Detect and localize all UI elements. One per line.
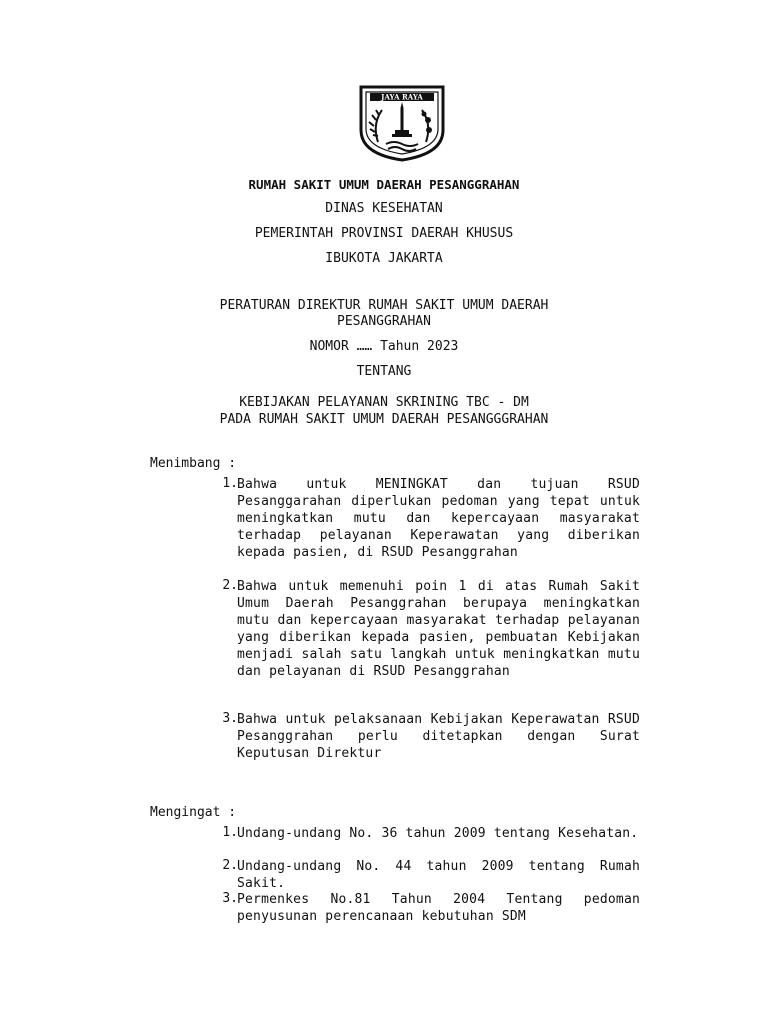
list-item-text: Bahwa untuk pelaksanaan Kebijakan Keperawatan RSUD Pesanggrahan perlu ditetapkan dengan Surat Keputusan Direktur [237,712,640,761]
list-item-text: Permenkes No.81 Tahun 2004 Tentang pedoman penyusunan perencanaan kebutuhan SDM [237,892,640,924]
mengingat-label: Mengingat : [150,805,237,820]
list-item-number: 2. [222,578,238,593]
header-line-ibukota: IBUKOTA JAKARTA [325,251,443,266]
jakarta-emblem-logo [358,84,446,162]
list-item-number: 1. [222,476,238,491]
list-item-text: Undang-undang No. 44 tahun 2009 tentang Rumah Sakit. [237,859,640,891]
list-item-text: Bahwa untuk memenuhi poin 1 di atas Rumah Sakit Umum Daerah Pesanggrahan berupaya meningkatkan mutu dan kepercayaan masyarakat terhadap pelayanan yang diberikan kepada pasien, pembuatan Kebijakan menjadi salah satu langkah untuk meningkatkan mutu dan pelayanan di RSUD Pesanggrahan [237,579,640,679]
list-item-text: Bahwa untuk MENINGKAT dan tujuan RSUD Pesanggarahan diperlukan pedoman yang tepat untuk meningkatkan mutu dan kepercayaan masyarakat terhadap pelayanan Keperawatan yang diberikan kepada pasien, di RSUD Pesanggrahan [237,477,640,560]
list-item-text: Undang-undang No. 36 tahun 2009 tentang Kesehatan. [237,826,639,841]
list-item-number: 2. [222,858,238,873]
tentang-heading: TENTANG [356,364,412,379]
list-item-number: 3. [222,891,238,906]
regulation-subject-line1: KEBIJAKAN PELAYANAN SKRINING TBC - DM [239,395,529,410]
list-item-number: 3. [222,711,238,726]
menimbang-label: Menimbang : [150,456,237,471]
emblem-text: JAYA RAYA [381,92,423,102]
regulation-number: NOMOR …… Tahun 2023 [309,339,459,354]
regulation-title-line2: PESANGGRAHAN [337,314,431,329]
header-line-pemerintah: PEMERINTAH PROVINSI DAERAH KHUSUS [254,226,514,241]
regulation-subject-line2: PADA RUMAH SAKIT UMUM DAERAH PESANGGGRAHAN [219,412,549,427]
header-line-dinas: DINAS KESEHATAN [325,201,443,216]
regulation-title-line1: PERATURAN DIREKTUR RUMAH SAKIT UMUM DAERAH [219,298,549,313]
institution-name: RUMAH SAKIT UMUM DAERAH PESANGGRAHAN [248,177,520,192]
list-item-number: 1. [222,825,238,840]
